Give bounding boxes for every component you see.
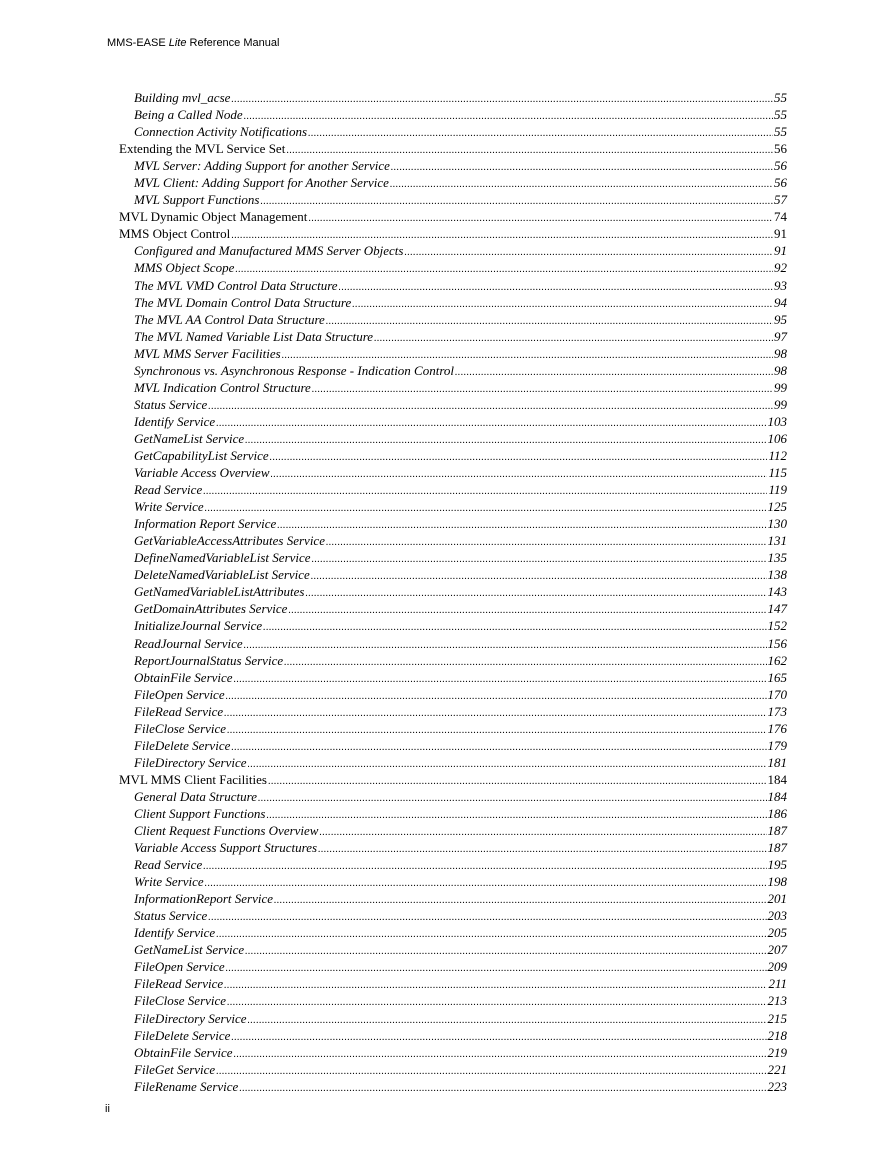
toc-dot-leader xyxy=(231,91,773,108)
toc-entry[interactable] xyxy=(119,532,787,549)
toc-entry[interactable] xyxy=(119,1061,787,1078)
toc-entry[interactable] xyxy=(119,720,787,737)
toc-dot-leader xyxy=(203,858,766,875)
toc-dot-leader xyxy=(319,824,766,841)
toc-dot-leader xyxy=(308,210,773,227)
toc-entry[interactable] xyxy=(119,549,787,566)
toc-entry-page: 186 xyxy=(767,805,787,821)
toc-dot-leader xyxy=(234,671,767,688)
toc-entry-page: 207 xyxy=(767,942,787,958)
toc-entry-page: 218 xyxy=(767,1027,787,1043)
toc-entry-title: Variable Access Overview xyxy=(134,465,270,481)
toc-dot-leader xyxy=(274,892,767,909)
toc-dot-leader xyxy=(226,688,767,705)
toc-entry[interactable] xyxy=(119,686,787,703)
toc-entry[interactable] xyxy=(119,754,787,771)
toc-entry-title: The MVL Domain Control Data Structure xyxy=(134,294,352,310)
toc-entry-title: MMS Object Scope xyxy=(134,260,235,276)
toc-entry-title: Variable Access Support Structures xyxy=(134,840,318,856)
toc-entry-page: 98 xyxy=(774,362,787,378)
toc-entry[interactable] xyxy=(119,635,787,652)
toc-dot-leader xyxy=(205,500,767,517)
toc-dot-leader xyxy=(227,722,766,739)
toc-entry-title: FileRename Service xyxy=(134,1078,239,1094)
toc-entry-page: 181 xyxy=(767,754,787,770)
toc-entry-title: FileGet Service xyxy=(134,1061,216,1077)
toc-entry-page: 57 xyxy=(774,192,787,208)
toc-entry-title: Read Service xyxy=(134,482,203,498)
toc-dot-leader xyxy=(312,551,767,568)
toc-dot-leader xyxy=(234,1046,767,1063)
toc-entry-title: MVL Client: Adding Support for Another Service xyxy=(134,175,389,191)
toc-entry[interactable] xyxy=(119,600,787,617)
toc-entry[interactable] xyxy=(119,515,787,532)
toc-entry[interactable] xyxy=(119,1078,787,1095)
toc-entry-page: 147 xyxy=(767,601,787,617)
toc-entry[interactable] xyxy=(119,106,787,123)
toc-entry-page: 187 xyxy=(767,840,787,856)
toc-entry-page: 215 xyxy=(767,1010,787,1026)
toc-entry-page: 56 xyxy=(774,158,787,174)
toc-entry-page: 173 xyxy=(767,703,787,719)
toc-entry-page: 162 xyxy=(767,652,787,668)
toc-entry[interactable] xyxy=(119,464,787,481)
toc-entry-title: InformationReport Service xyxy=(134,891,273,907)
running-header xyxy=(107,37,279,50)
toc-entry-title: MVL Server: Adding Support for another Service xyxy=(134,158,390,174)
toc-entry-title: Information Report Service xyxy=(134,516,277,532)
toc-entry[interactable] xyxy=(119,1027,787,1044)
toc-entry[interactable] xyxy=(119,498,787,515)
toc-entry-title: GetNameList Service xyxy=(134,942,245,958)
toc-dot-leader xyxy=(339,279,773,296)
toc-entry[interactable] xyxy=(119,873,787,890)
toc-entry-page: 112 xyxy=(768,447,787,463)
toc-entry-title: Extending the MVL Service Set xyxy=(119,141,286,157)
toc-dot-leader xyxy=(208,909,766,926)
toc-entry-title: ReadJournal Service xyxy=(134,635,243,651)
toc-dot-leader xyxy=(305,585,766,602)
toc-entry-title: DeleteNamedVariableList Service xyxy=(134,567,310,583)
toc-entry-title: Being a Called Node xyxy=(134,107,243,123)
toc-entry[interactable] xyxy=(119,242,787,259)
toc-dot-leader xyxy=(271,466,768,483)
toc-entry[interactable] xyxy=(119,566,787,583)
toc-entry-page: 184 xyxy=(767,771,787,787)
toc-entry[interactable] xyxy=(119,1010,787,1027)
header-italic-word: Lite xyxy=(168,37,187,49)
toc-entry-title: Building mvl_acse xyxy=(134,90,231,105)
toc-dot-leader xyxy=(288,602,766,619)
toc-entry-title: MVL MMS Server Facilities xyxy=(134,345,281,361)
toc-entry-page: 55 xyxy=(774,124,787,140)
toc-entry[interactable] xyxy=(119,924,787,941)
toc-entry-title: The MVL AA Control Data Structure xyxy=(134,311,325,327)
toc-entry-title: FileDirectory Service xyxy=(134,754,247,770)
toc-dot-leader xyxy=(268,773,767,790)
toc-entry-page: 130 xyxy=(767,516,787,532)
toc-entry-page: 95 xyxy=(774,311,787,327)
toc-dot-leader xyxy=(245,432,766,449)
toc-entry-page: 93 xyxy=(774,277,787,293)
toc-entry-page: 135 xyxy=(767,550,787,566)
toc-entry-page: 195 xyxy=(767,857,787,873)
toc-entry[interactable] xyxy=(119,652,787,669)
toc-dot-leader xyxy=(391,159,773,176)
toc-entry-title: The MVL Named Variable List Data Structure xyxy=(134,328,374,344)
toc-entry-page: 91 xyxy=(774,226,787,242)
toc-dot-leader xyxy=(245,943,766,960)
toc-entry-title: GetVariableAccessAttributes Service xyxy=(134,533,325,549)
toc-entry-title: Identify Service xyxy=(134,925,216,941)
toc-entry-title: GetNameList Service xyxy=(134,430,245,446)
toc-entry-page: 103 xyxy=(767,413,787,429)
toc-entry[interactable] xyxy=(119,1044,787,1061)
toc-dot-leader xyxy=(248,756,767,773)
toc-entry-title: ObtainFile Service xyxy=(134,1044,233,1060)
toc-dot-leader xyxy=(224,705,766,722)
toc-entry-page: 55 xyxy=(774,107,787,123)
toc-entry-page: 106 xyxy=(767,430,787,446)
toc-dot-leader xyxy=(216,415,766,432)
toc-entry[interactable] xyxy=(119,703,787,720)
toc-entry-page: 165 xyxy=(767,669,787,685)
toc-entry[interactable] xyxy=(119,311,787,328)
toc-entry-title: Client Support Functions xyxy=(134,805,266,821)
toc-dot-leader xyxy=(203,483,767,500)
toc-entry-title: ObtainFile Service xyxy=(134,669,233,685)
toc-entry[interactable] xyxy=(119,191,787,208)
toc-entry-page: 198 xyxy=(767,874,787,890)
toc-entry-title: MVL Support Functions xyxy=(134,192,260,208)
toc-entry-title: FileDelete Service xyxy=(134,737,231,753)
toc-entry[interactable] xyxy=(119,771,787,788)
toc-entry[interactable] xyxy=(119,617,787,634)
toc-entry-page: 56 xyxy=(774,141,787,157)
toc-entry[interactable] xyxy=(119,413,787,430)
toc-dot-leader xyxy=(326,534,767,551)
toc-entry-page: 97 xyxy=(774,328,787,344)
toc-dot-leader xyxy=(248,1012,767,1029)
toc-entry-title: DefineNamedVariableList Service xyxy=(134,550,311,566)
toc-entry-page: 115 xyxy=(768,465,787,481)
toc-dot-leader xyxy=(244,108,773,125)
toc-entry-page: 56 xyxy=(774,175,787,191)
toc-dot-leader xyxy=(258,790,767,807)
toc-entry-title: MMS Object Control xyxy=(119,226,231,242)
toc-entry-page: 176 xyxy=(767,720,787,736)
toc-entry-page: 94 xyxy=(774,294,787,310)
toc-entry-title: FileOpen Service xyxy=(134,686,225,702)
toc-entry[interactable] xyxy=(119,805,787,822)
toc-entry[interactable] xyxy=(119,174,787,191)
toc-entry-page: 187 xyxy=(767,823,787,839)
toc-entry[interactable] xyxy=(119,788,787,805)
toc-entry[interactable] xyxy=(119,277,787,294)
toc-entry[interactable] xyxy=(119,379,787,396)
toc-entry[interactable] xyxy=(119,481,787,498)
toc-entry-page: 203 xyxy=(767,908,787,924)
toc-entry[interactable] xyxy=(119,157,787,174)
toc-dot-leader xyxy=(226,960,767,977)
toc-dot-leader xyxy=(312,381,773,398)
toc-entry-page: 91 xyxy=(774,243,787,259)
toc-dot-leader xyxy=(244,637,767,654)
toc-entry-title: The MVL VMD Control Data Structure xyxy=(134,277,338,293)
toc-dot-leader xyxy=(216,926,766,943)
toc-entry[interactable] xyxy=(119,958,787,975)
toc-entry-title: FileClose Service xyxy=(134,993,227,1009)
toc-entry-title: FileClose Service xyxy=(134,720,227,736)
toc-dot-leader xyxy=(352,296,773,313)
toc-entry-title: GetNamedVariableListAttributes xyxy=(134,584,305,600)
toc-entry-title: Client Request Functions Overview xyxy=(134,823,319,839)
toc-entry[interactable] xyxy=(119,345,787,362)
toc-entry-page: 184 xyxy=(767,788,787,804)
toc-entry-page: 55 xyxy=(774,90,787,105)
toc-entry-page: 119 xyxy=(768,482,787,498)
toc-entry[interactable] xyxy=(119,856,787,873)
toc-dot-leader xyxy=(277,517,766,534)
toc-dot-leader xyxy=(239,1080,766,1097)
toc-dot-leader xyxy=(308,125,773,142)
toc-dot-leader xyxy=(374,330,773,347)
toc-entry-title: Read Service xyxy=(134,857,203,873)
toc-entry-title: Connection Activity Notifications xyxy=(134,124,308,140)
toc-entry[interactable] xyxy=(119,583,787,600)
toc-entry-title: MVL Dynamic Object Management xyxy=(119,209,308,225)
toc-dot-leader xyxy=(227,994,766,1011)
toc-entry-title: Identify Service xyxy=(134,413,216,429)
toc-entry[interactable] xyxy=(119,430,787,447)
toc-entry-title: InitializeJournal Service xyxy=(134,618,263,634)
toc-dot-leader xyxy=(390,176,773,193)
toc-entry-page: 99 xyxy=(774,396,787,412)
toc-entry[interactable] xyxy=(119,259,787,276)
toc-entry[interactable] xyxy=(119,140,787,157)
toc-entry-title: MVL MMS Client Facilities xyxy=(119,771,267,787)
toc-entry[interactable] xyxy=(119,907,787,924)
toc-entry-page: 213 xyxy=(767,993,787,1009)
toc-entry-page: 74 xyxy=(774,209,787,225)
toc-entry[interactable] xyxy=(119,941,787,958)
toc-entry-page: 138 xyxy=(767,567,787,583)
toc-entry-page: 131 xyxy=(767,533,787,549)
toc-entry[interactable] xyxy=(119,396,787,413)
toc-dot-leader xyxy=(326,313,773,330)
toc-dot-leader xyxy=(208,398,773,415)
toc-entry[interactable] xyxy=(119,208,787,225)
toc-dot-leader xyxy=(205,875,767,892)
header-suffix: Reference Manual xyxy=(186,37,280,49)
toc-dot-leader xyxy=(455,364,773,381)
toc-entry-title: FileRead Service xyxy=(134,703,224,719)
toc-entry-title: GetDomainAttributes Service xyxy=(134,601,288,617)
header-prefix: MMS-EASE xyxy=(107,37,169,49)
toc-dot-leader xyxy=(263,619,766,636)
toc-entry[interactable] xyxy=(119,737,787,754)
toc-dot-leader xyxy=(231,739,766,756)
toc-entry[interactable] xyxy=(119,225,787,242)
toc-entry-title: GetCapabilityList Service xyxy=(134,447,269,463)
toc-entry-title: Status Service xyxy=(134,396,208,412)
toc-dot-leader xyxy=(224,977,767,994)
toc-entry-page: 125 xyxy=(767,499,787,515)
toc-entry[interactable] xyxy=(119,123,787,140)
toc-dot-leader xyxy=(216,1063,766,1080)
toc-entry-title: Synchronous vs. Asynchronous Response - Indication Control xyxy=(134,362,455,378)
toc-dot-leader xyxy=(231,1029,766,1046)
toc-entry-page: 223 xyxy=(767,1078,787,1094)
toc-entry-title: ReportJournalStatus Service xyxy=(134,652,284,668)
toc-entry[interactable] xyxy=(119,890,787,907)
toc-entry-page: 152 xyxy=(767,618,787,634)
toc-entry-page: 219 xyxy=(767,1044,787,1060)
toc-dot-leader xyxy=(266,807,766,824)
toc-entry-page: 99 xyxy=(774,379,787,395)
toc-entry-title: Configured and Manufactured MMS Server Objects xyxy=(134,243,404,259)
toc-entry-title: FileRead Service xyxy=(134,976,224,992)
page-number: ii xyxy=(105,1103,110,1115)
toc-entry-title: FileDelete Service xyxy=(134,1027,231,1043)
toc-dot-leader xyxy=(284,654,766,671)
toc-entry-page: 170 xyxy=(767,686,787,702)
toc-entry-title: MVL Indication Control Structure xyxy=(134,379,311,395)
toc-entry-page: 201 xyxy=(767,891,787,907)
table-of-contents xyxy=(119,89,787,1095)
toc-entry[interactable] xyxy=(119,328,787,345)
toc-entry-title: Status Service xyxy=(134,908,208,924)
toc-dot-leader xyxy=(404,244,773,261)
toc-entry-page: 211 xyxy=(768,976,787,992)
toc-entry-page: 98 xyxy=(774,345,787,361)
toc-entry-page: 92 xyxy=(774,260,787,276)
toc-entry[interactable] xyxy=(119,822,787,839)
toc-entry[interactable] xyxy=(119,362,787,379)
toc-entry[interactable] xyxy=(119,839,787,856)
toc-dot-leader xyxy=(311,568,767,585)
toc-entry[interactable] xyxy=(119,975,787,992)
toc-entry-title: General Data Structure xyxy=(134,788,257,804)
toc-entry-title: Write Service xyxy=(134,874,204,890)
toc-entry[interactable] xyxy=(119,669,787,686)
toc-entry[interactable] xyxy=(119,447,787,464)
toc-entry[interactable] xyxy=(119,294,787,311)
toc-entry-page: 209 xyxy=(767,959,787,975)
toc-entry[interactable] xyxy=(119,89,787,106)
toc-dot-leader xyxy=(260,193,773,210)
toc-entry-page: 143 xyxy=(767,584,787,600)
toc-entry-title: FileOpen Service xyxy=(134,959,225,975)
toc-entry-page: 205 xyxy=(767,925,787,941)
toc-entry-page: 179 xyxy=(767,737,787,753)
toc-entry-title: FileDirectory Service xyxy=(134,1010,247,1026)
toc-entry-page: 156 xyxy=(767,635,787,651)
toc-dot-leader xyxy=(318,841,766,858)
toc-entry[interactable] xyxy=(119,992,787,1009)
toc-entry-title: Write Service xyxy=(134,499,204,515)
toc-entry-page: 221 xyxy=(767,1061,787,1077)
toc-dot-leader xyxy=(270,449,768,466)
